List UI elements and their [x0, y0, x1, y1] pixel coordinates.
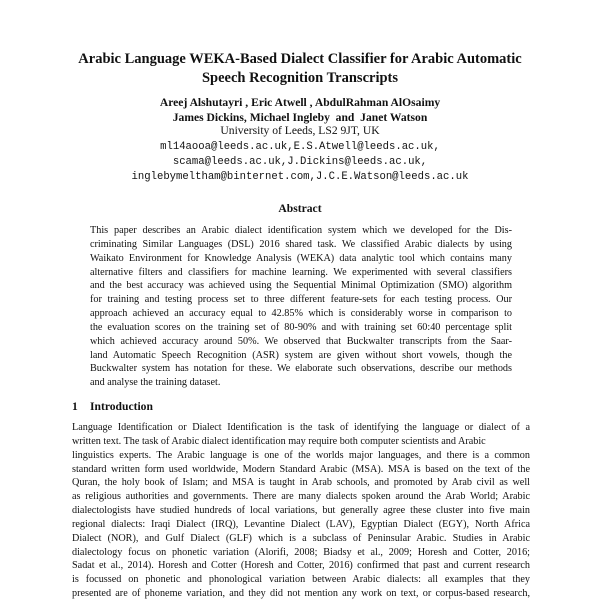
abstract-line: and the best accuracy was achieved using the Sequential Minimal Optimization (SMO) algorithm [90, 280, 512, 292]
author-line: Areej Alshutayri , Eric Atwell , AbdulRahman AlOsaimy [159, 96, 441, 109]
abstract-line: Waikato Environment for Knowledge Analysis (WEKA) data analytic tool which contains many [90, 252, 512, 264]
abstract-line: for training and testing process set to three different feature-sets for each testing process. Our [90, 294, 512, 306]
abstract-line: approach achieved an accuracy equal to 42.85% which is considerably worse in comparison to [90, 308, 512, 320]
abstract-line: alternative filters and classifiers for machine learning. We experimented with several classifiers [90, 266, 512, 278]
abstract-line: Buckwalter system has notation for these. We elaborate such observations, describe our methods [90, 363, 512, 375]
body-line: written text. The task of Arabic dialect identification may require both computer scientists and Arabic [72, 435, 486, 447]
email-line: scama@leeds.ac.uk,J.Dickins@leeds.ac.uk, [172, 156, 428, 168]
body-line: Language Identification or Dialect Identification is the task of identifying the language or dialect of a [72, 422, 530, 433]
body-line: Quran, the holy book of Islam; and MSA is taught in Arab schools, and promoted by Arab civil as well [72, 477, 530, 489]
section-title: Introduction [90, 400, 153, 413]
body-line: Sadat et al., 2014). Horesh and Cotter (Horesh and Cotter, 2016) confirmed that past and current research [72, 560, 530, 572]
body-line: dialectologists have studied hundreds of local variations, but generally agree these cluster into five main [72, 505, 530, 517]
email-line: ml14aooa@leeds.ac.uk,E.S.Atwell@leeds.ac.uk, [160, 141, 440, 153]
abstract-line: This paper describes an Arabic dialect identification system which we developed for the Dis- [90, 225, 512, 236]
author-list [40, 95, 560, 125]
introduction-text [72, 421, 530, 600]
abstract-line: the evaluation scores on the training set of 80-90% and with training set 60:40 percentage split [90, 321, 512, 333]
body-line: as religious authorities and governments. There are many dialects spoken around the Arab World; Arabic [72, 491, 530, 503]
abstract-heading: Abstract [278, 202, 322, 215]
body-line: Dialect (NOR), and Gulf Dialect (GLF) which is a subclass of Peninsular Arabic. Studies in Arabic [72, 532, 530, 544]
paper-title [60, 50, 540, 88]
section-number: 1 [72, 400, 78, 413]
email-list [20, 140, 580, 185]
body-line: is focussed on phonetic and phonological variation between Arabic dialects: all examples that they [72, 574, 530, 586]
email-line: inglebymeltham@binternet.com,J.C.E.Watson@leeds.ac.uk [131, 171, 469, 183]
body-line: presented are of phoneme variation, and they did not mention any work on text, or corpus-based research, [72, 588, 530, 600]
body-line: regional dialects: Iraqi Dialect (IRQ), Levantine Dialect (LAV), Egyptian Dialect (EGY), North Africa [72, 518, 530, 530]
author-line: James Dickins, Michael Ingleby and Janet Watson [172, 111, 428, 124]
body-line: dialectology focus on phonetic variation (Alorifi, 2008; Biadsy et al., 2009; Horesh and Cotter, 2016; [72, 546, 530, 558]
section-heading-introduction [72, 400, 153, 413]
abstract-line: which achieved accuracy around 50%. We observed that Buckwalter transcripts from the Saar- [90, 335, 512, 347]
body-line: linguistics experts. The Arabic language is one of the worlds major languages, and there is a common [72, 449, 530, 461]
affiliation: University of Leeds, LS2 9JT, UK [220, 124, 380, 137]
abstract-text [90, 224, 512, 390]
abstract-line: criminating Similar Languages (DSL) 2016 shared task. We classified Arabic dialects by using [90, 238, 512, 250]
title-line: Speech Recognition Transcripts [201, 70, 399, 86]
abstract-line: land Automatic Speech Recognition (ASR) system are given without short vowels, though the [90, 349, 512, 361]
abstract-line: and analyse the training dataset. [90, 377, 221, 389]
title-line: Arabic Language WEKA-Based Dialect Classifier for Arabic Automatic [78, 51, 522, 67]
body-line: standard written form used worldwide, Modern Standard Arabic (MSA). MSA is based on the text of the [72, 463, 530, 475]
